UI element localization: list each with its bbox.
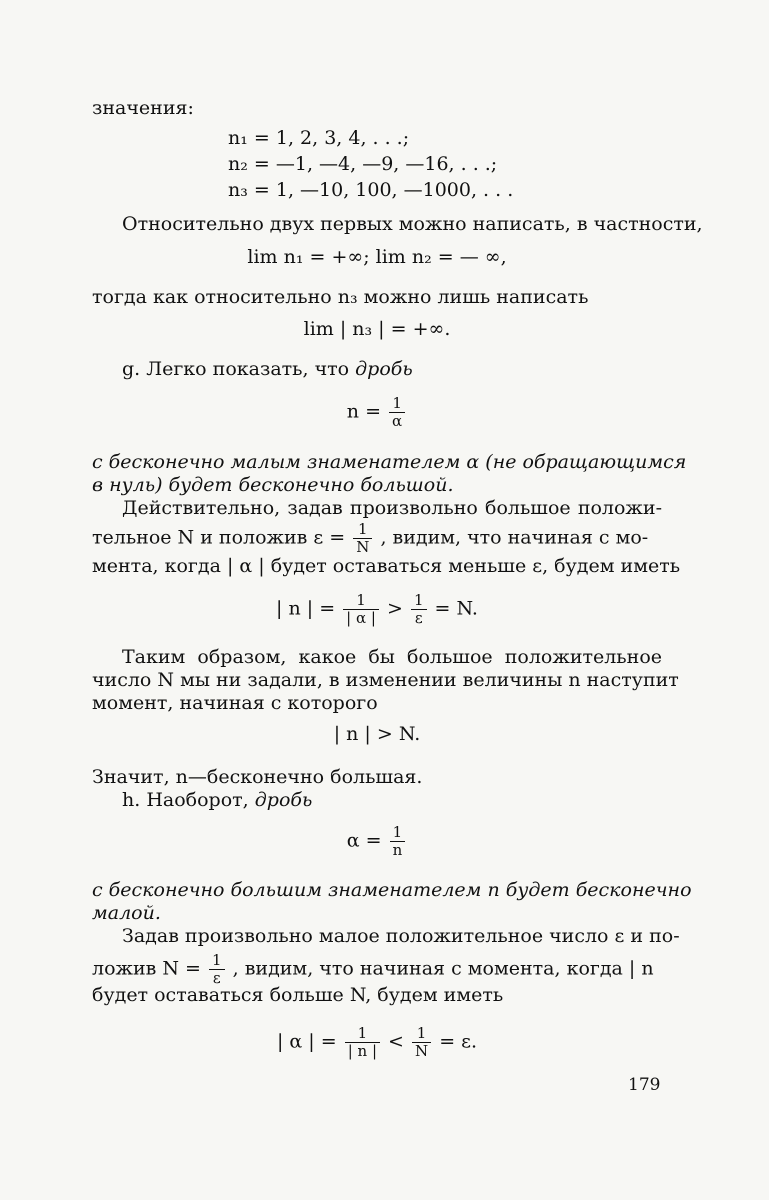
fraction — [343, 592, 379, 627]
sequence-n2: n₂ = —1, —4, —9, —16, . . .; — [228, 153, 498, 175]
equation-limits: lim n₁ = +∞; lim n₂ = — ∞, — [247, 246, 507, 268]
text-line-with-fraction — [92, 521, 662, 556]
page-number: 179 — [628, 1075, 661, 1095]
text-segment: , видим, что начиная с мо- — [380, 526, 649, 549]
text-line: Относительно двух первых можно написать, в частности, — [122, 213, 703, 235]
heading-italic: дробь — [254, 789, 313, 811]
fraction — [389, 395, 405, 430]
denominator: | n | — [347, 1042, 377, 1060]
theorem-line: малой. — [92, 902, 161, 924]
eq-part: = N. — [434, 597, 478, 620]
fraction — [412, 1025, 431, 1060]
eq-lhs: α = — [346, 829, 382, 852]
denominator: α — [392, 412, 403, 430]
text-segment: ложив N = — [92, 957, 201, 980]
eq-part: < — [388, 1030, 404, 1053]
numerator: 1 — [390, 824, 406, 842]
denominator: N — [415, 1042, 429, 1060]
sequence-n1: n₁ = 1, 2, 3, 4, . . .; — [228, 127, 410, 149]
heading-text: h. Наоборот, — [122, 789, 255, 811]
text-line: будет оставаться больше N, будем иметь — [92, 984, 504, 1006]
numerator: 1 — [412, 1025, 431, 1043]
paragraph-g-heading — [122, 357, 662, 381]
text-line: значения: — [92, 97, 194, 119]
text-line: мента, когда | α | будет оставаться меньше ε, будем иметь — [92, 555, 681, 577]
fraction — [209, 952, 225, 987]
heading-italic: дробь — [355, 358, 413, 380]
numerator: 1 — [343, 592, 379, 610]
eq-part: | n | = — [276, 597, 336, 620]
denominator: ε — [414, 609, 423, 627]
theorem-line: с бесконечно малым знаменателем α (не обращающимся — [92, 451, 687, 473]
numerator: 1 — [389, 395, 405, 413]
fraction — [390, 824, 406, 859]
fraction — [411, 592, 427, 627]
eq-lhs: n = — [346, 400, 381, 423]
text-line: Задав произвольно малое положительное число ε и по- — [122, 925, 680, 947]
paragraph-h-heading — [122, 788, 662, 812]
text-line: число N мы ни задали, в изменении величины n наступит — [92, 669, 679, 691]
eq-part: = ε. — [439, 1030, 478, 1053]
text-line: Таким образом, какое бы большое положительное — [122, 646, 662, 668]
heading-text: g. Легко показать, что — [122, 358, 356, 380]
sequence-n3: n₃ = 1, —10, 100, —1000, . . . — [228, 179, 514, 201]
text-segment: , видим, что начиная с момента, когда | n — [232, 957, 654, 980]
denominator: n — [392, 841, 403, 859]
text-line-with-fraction — [92, 952, 662, 987]
numerator: 1 — [353, 521, 372, 539]
numerator: 1 — [411, 592, 427, 610]
equation-alpha-fraction — [92, 824, 662, 859]
equation-n-gt-N: | n | > N. — [333, 723, 421, 745]
theorem-line: в нуль) будет бесконечно большой. — [92, 474, 454, 496]
text-segment: тельное N и положив ε = — [92, 526, 346, 549]
numerator: 1 — [345, 1025, 380, 1043]
fraction — [353, 521, 372, 556]
equation-n-fraction — [92, 395, 662, 430]
equation-limit-abs: lim | n₃ | = +∞. — [303, 318, 451, 340]
denominator: N — [356, 538, 370, 556]
text-line: тогда как относительно n₃ можно лишь написать — [92, 286, 589, 308]
equation-abs-n — [92, 592, 662, 627]
theorem-line: с бесконечно большим знаменателем n будет бесконечно — [92, 879, 692, 901]
eq-part: | α | = — [276, 1030, 337, 1053]
numerator: 1 — [209, 952, 225, 970]
fraction — [345, 1025, 380, 1060]
text-line: Значит, n—бесконечно большая. — [92, 766, 423, 788]
equation-abs-alpha — [92, 1025, 662, 1060]
denominator: ε — [212, 969, 221, 987]
text-line: Действительно, задав произвольно большое положи- — [122, 497, 662, 519]
text-line: момент, начиная с которого — [92, 692, 378, 714]
eq-part: > — [386, 597, 403, 620]
denominator: | α | — [346, 609, 376, 627]
